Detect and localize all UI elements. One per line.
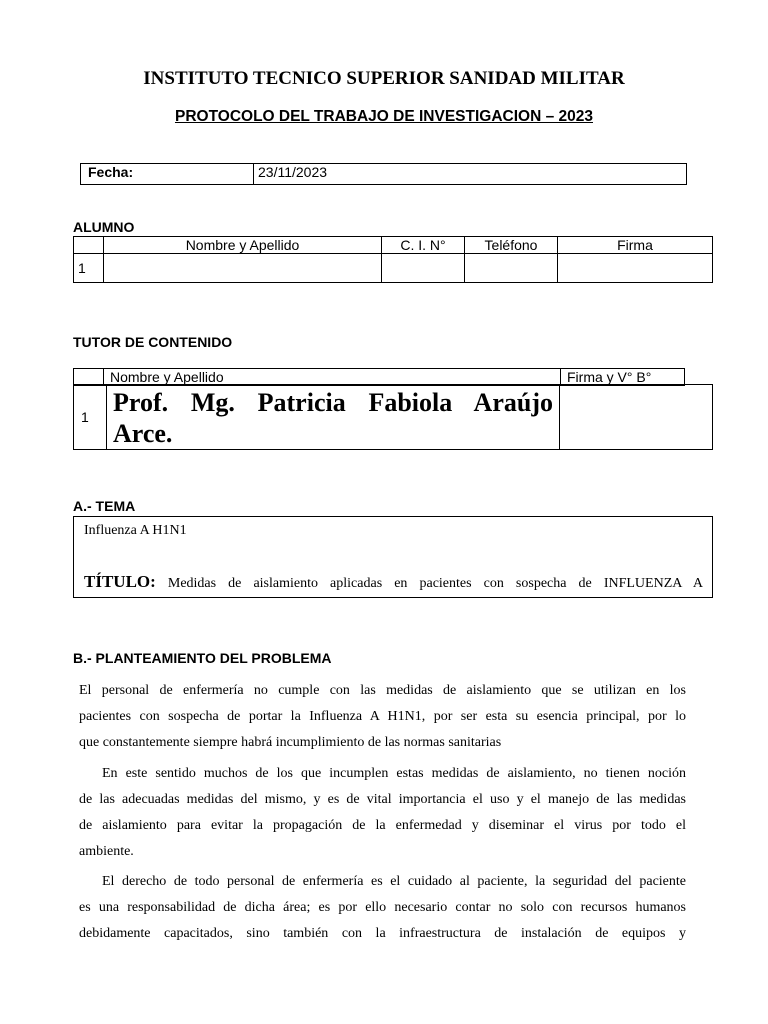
p1-line-2: pacientes con sospecha de portar la Influenza A H1N1, por ser esta su esencia principal, por lo <box>79 709 686 724</box>
alumno-row-number: 1 <box>74 254 104 283</box>
paragraph-2 <box>79 761 686 865</box>
p2-line-1: En este sentido muchos de los que incumplen estas medidas de aislamiento, no tienen noción <box>102 766 686 781</box>
tema-topic: Influenza A H1N1 <box>84 523 187 538</box>
institution-title: INSTITUTO TECNICO SUPERIOR SANIDAD MILITAR <box>143 68 625 89</box>
tema-titulo <box>84 572 703 592</box>
p1-line-1: El personal de enfermería no cumple con las medidas de aislamiento que se utilizan en los <box>79 683 686 698</box>
alumno-phone-cell <box>465 254 558 283</box>
titulo-text: Medidas de aislamiento aplicadas en pacientes con sospecha de INFLUENZA A <box>167 576 704 591</box>
alumno-ci-cell <box>382 254 465 283</box>
tutor-table <box>73 384 713 450</box>
tutor-name-line-1: Prof. Mg. Patricia Fabiola Araújo <box>113 388 553 417</box>
alumno-signature-cell <box>558 254 713 283</box>
tutor-col-signature: Firma y V° B° <box>561 369 685 386</box>
alumno-table <box>73 236 713 283</box>
fecha-value: 23/11/2023 <box>254 164 687 185</box>
fecha-label: Fecha: <box>81 164 254 185</box>
alumno-col-phone: Teléfono <box>465 237 558 254</box>
p2-line-4: ambiente. <box>79 844 134 859</box>
fecha-table <box>80 163 687 185</box>
p3-line-3: debidamente capacitados, sino también con la infraestructura de instalación de equipos y <box>79 926 686 941</box>
p1-line-3: que constantemente siempre habrá incumplimiento de las normas sanitarias <box>79 735 502 750</box>
alumno-index-header <box>74 237 104 254</box>
protocol-title: PROTOCOLO DEL TRABAJO DE INVESTIGACION – 2023 <box>174 108 593 125</box>
tema-section-label: A.- TEMA <box>73 498 136 514</box>
alumno-col-name: Nombre y Apellido <box>104 237 382 254</box>
tutor-name <box>107 385 560 450</box>
alumno-section-label: ALUMNO <box>73 219 135 235</box>
alumno-name-cell <box>104 254 382 283</box>
p2-line-2: de las adecuadas medidas del mismo, y es de vital importancia el uso y el manejo de las medidas <box>79 792 686 807</box>
paragraph-3 <box>79 869 686 947</box>
alumno-col-signature: Firma <box>558 237 713 254</box>
tutor-row-number: 1 <box>74 385 107 450</box>
titulo-label: TÍTULO: <box>84 572 156 591</box>
tutor-col-name: Nombre y Apellido <box>104 369 561 386</box>
alumno-col-ci: C. I. N° <box>382 237 465 254</box>
tutor-section-label: TUTOR DE CONTENIDO <box>73 334 233 350</box>
tutor-signature-cell <box>560 385 713 450</box>
tutor-name-line-2: Arce. <box>113 419 173 448</box>
tutor-index-header <box>74 369 104 386</box>
paragraph-1 <box>79 678 686 756</box>
planteamiento-section-label: B.- PLANTEAMIENTO DEL PROBLEMA <box>73 650 332 666</box>
tema-box <box>73 516 713 598</box>
p3-line-2: es una responsabilidad de dicha área; es por ello necesario contar no solo con recursos humanos <box>79 900 686 915</box>
p3-line-1: El derecho de todo personal de enfermería es el cuidado al paciente, la seguridad del paciente <box>102 874 686 889</box>
p2-line-3: de aislamiento para evitar la propagación de la enfermedad y diseminar el virus por todo el <box>79 818 686 833</box>
